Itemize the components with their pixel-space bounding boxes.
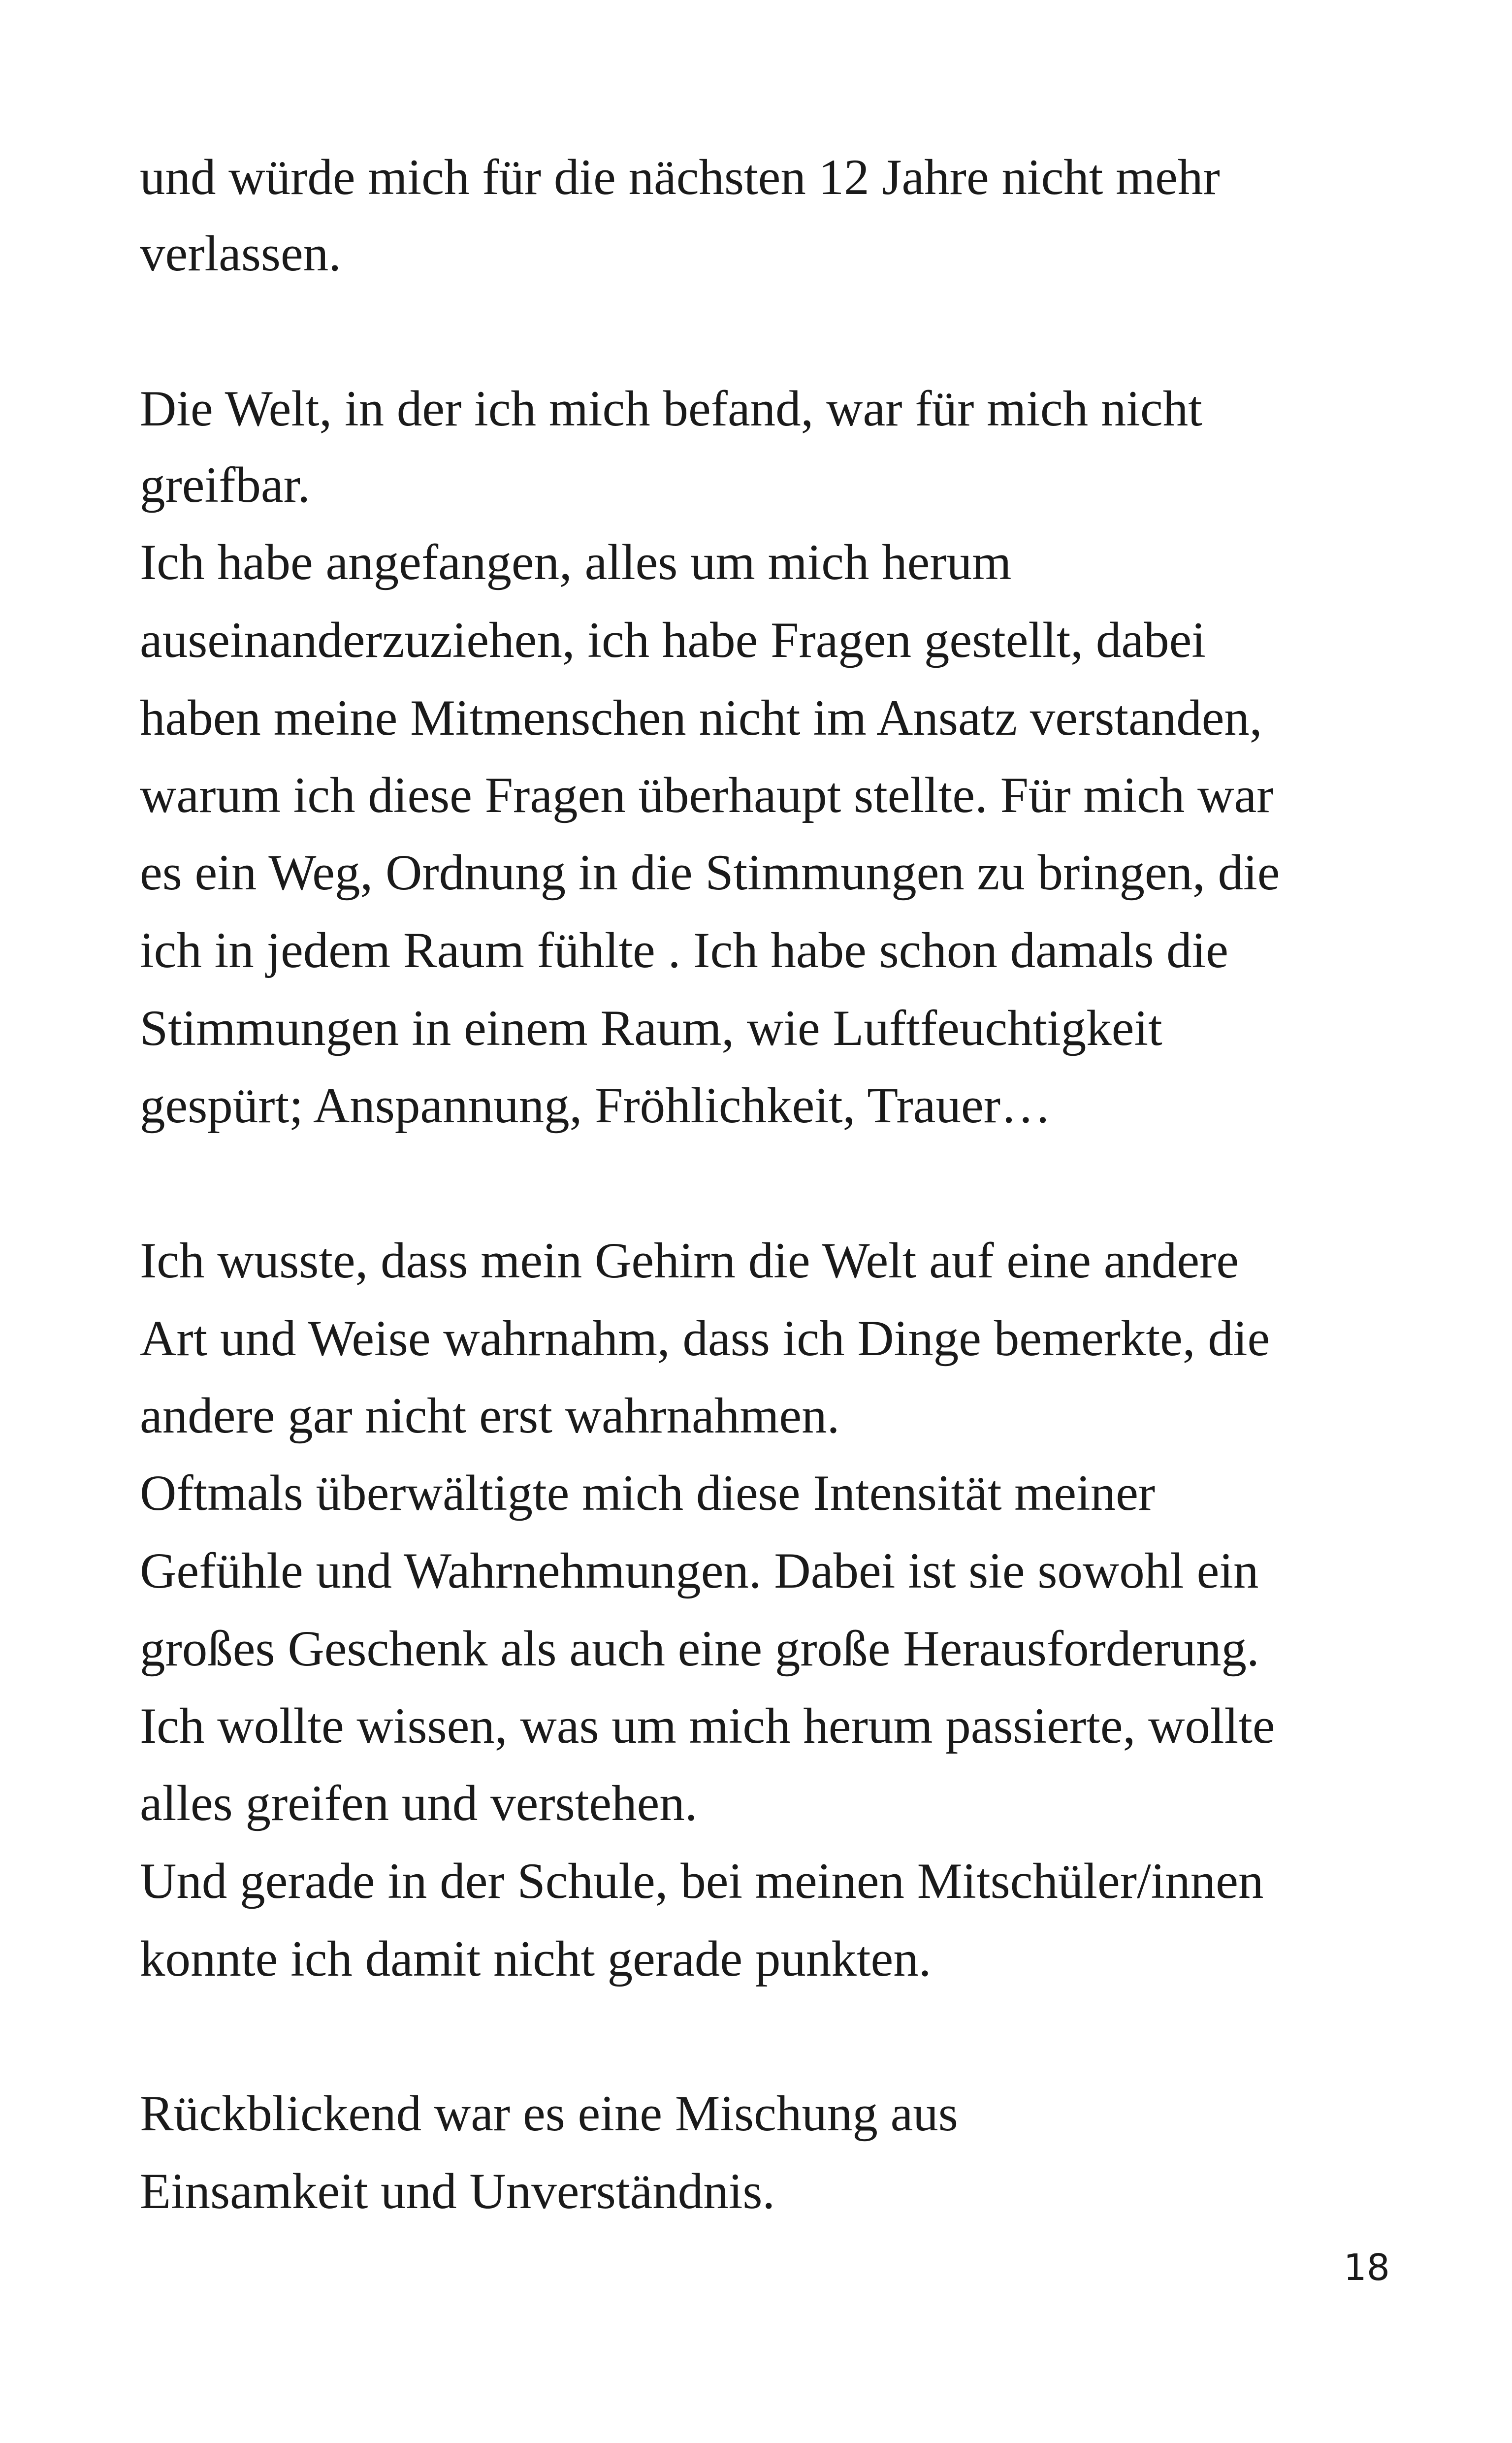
text-line: es ein Weg, Ordnung in die Stimmungen zu bringen, die <box>140 845 1280 901</box>
text-line: ich in jedem Raum fühlte . Ich habe schon damals die <box>140 922 1228 978</box>
text-line: konnte ich damit nicht gerade punkten. <box>140 1931 932 1987</box>
text-line: Oftmals überwältigte mich diese Intensität meiner <box>140 1465 1156 1521</box>
text-line: und würde mich für die nächsten 12 Jahre nicht mehr <box>140 149 1220 205</box>
text-line: verlassen. <box>140 226 341 282</box>
text-line: Art und Weise wahrnahm, dass ich Dinge bemerkte, die <box>140 1310 1270 1367</box>
text-line: Rückblickend war es eine Mischung aus <box>140 2085 958 2142</box>
text-line: auseinanderzuziehen, ich habe Fragen gestellt, dabei <box>140 612 1206 668</box>
page-number: 18 <box>1343 2247 1390 2289</box>
text-line: Einsamkeit und Unverständnis. <box>140 2163 775 2219</box>
text-line: gespürt; Anspannung, Fröhlichkeit, Trauer… <box>140 1077 1052 1134</box>
text-line: haben meine Mitmenschen nicht im Ansatz verstanden, <box>140 690 1262 746</box>
text-line: Ich wusste, dass mein Gehirn die Welt auf eine andere <box>140 1233 1239 1289</box>
text-line: großes Geschenk als auch eine große Herausforderung. <box>140 1621 1259 1677</box>
text-line: Stimmungen in einem Raum, wie Luftfeuchtigkeit <box>140 1000 1162 1056</box>
text-line: Ich wollte wissen, was um mich herum passierte, wollte <box>140 1698 1275 1754</box>
text-line: warum ich diese Fragen überhaupt stellte. Für mich war <box>140 767 1274 823</box>
text-line: Gefühle und Wahrnehmungen. Dabei ist sie sowohl ein <box>140 1543 1259 1599</box>
text-line: Ich habe angefangen, alles um mich herum <box>140 534 1012 590</box>
text-line: Die Welt, in der ich mich befand, war für mich nicht <box>140 381 1202 437</box>
text-line: greifbar. <box>140 457 311 513</box>
text-line: alles greifen und verstehen. <box>140 1775 698 1831</box>
text-line: andere gar nicht erst wahrnahmen. <box>140 1388 840 1444</box>
text-line: Und gerade in der Schule, bei meinen Mitschüler/innen <box>140 1853 1264 1909</box>
